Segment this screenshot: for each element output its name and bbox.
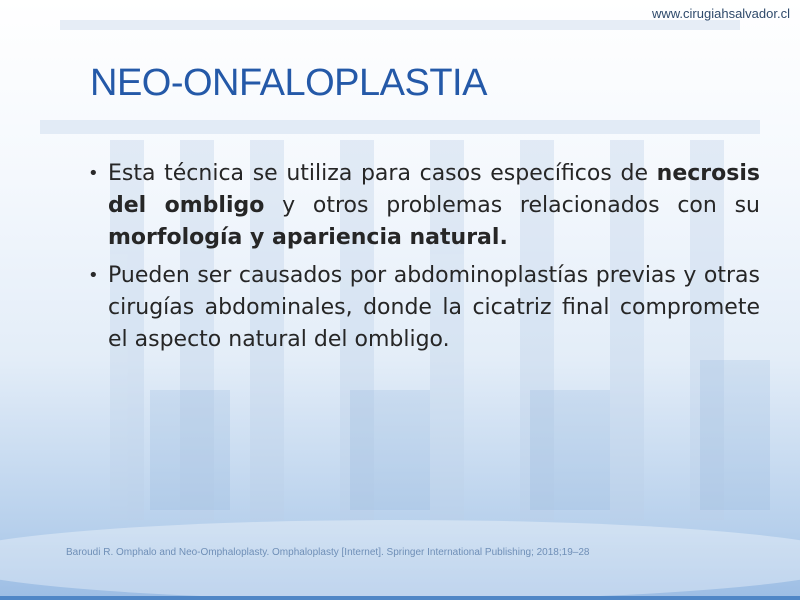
bottom-bar	[0, 596, 800, 600]
bullet-item	[88, 260, 760, 356]
website-url: www.cirugiahsalvador.cl	[651, 6, 790, 21]
bullet-text-bold: morfología y apariencia natural.	[108, 225, 508, 250]
slide-body	[88, 158, 760, 362]
citation: Baroudi R. Omphalo and Neo-Omphaloplasty. Omphaloplasty [Internet]. Springer International Publishing; 2018;19–28	[66, 547, 590, 558]
slide-title: NEO-ONFALOPLASTIA	[90, 62, 487, 104]
bullet-item	[88, 158, 760, 254]
bullet-text-part: Esta técnica se utiliza para casos específicos de	[108, 161, 657, 186]
bullet-dot-icon: •	[88, 265, 99, 286]
bullet-text-part: Pueden ser causados por abdominoplastías previas y otras cirugías abdominales, donde la cicatriz final compromete el aspecto natural del ombligo.	[108, 263, 760, 352]
bullet-text	[108, 260, 760, 356]
bullet-text-part: y otros problemas relacionados con su	[264, 193, 760, 218]
bullet-text	[108, 158, 760, 254]
bullet-dot-icon: •	[88, 163, 99, 184]
bullet-text-bold: necrosis del ombligo	[108, 161, 760, 218]
